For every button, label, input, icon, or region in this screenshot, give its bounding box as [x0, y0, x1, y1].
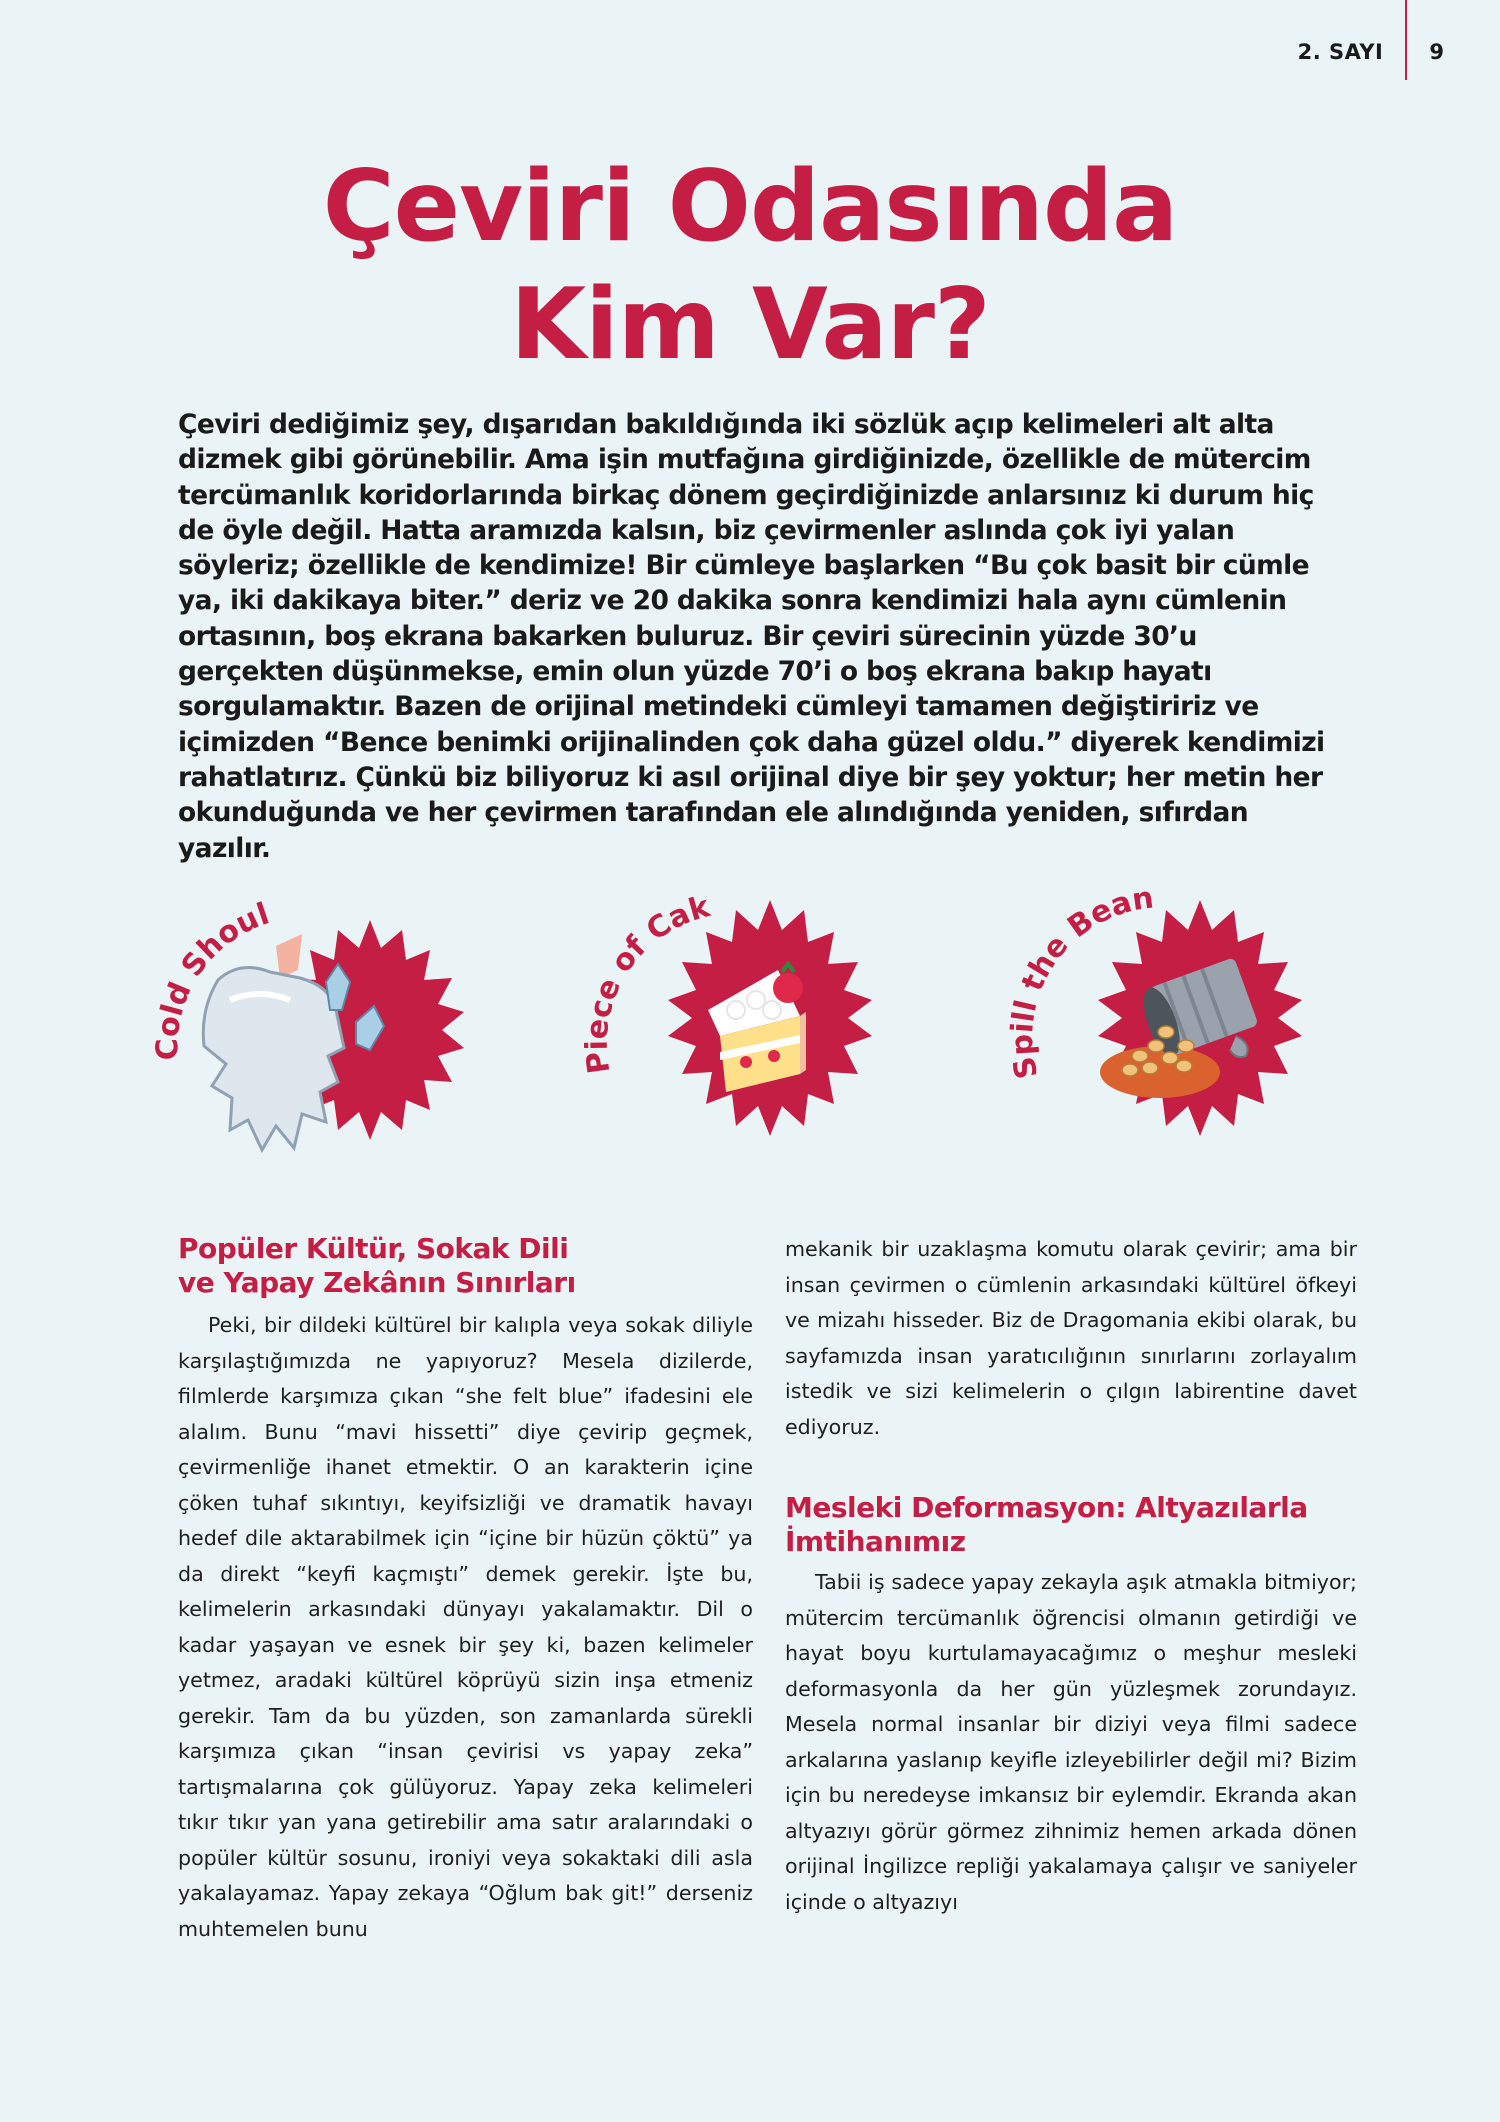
strawberry: [773, 973, 803, 1003]
section-heading-deformation: [785, 1491, 1357, 1559]
section-heading-line-2: ve Yapay Zekânın Sınırları: [178, 1266, 576, 1299]
ice-shoulder-icon: [119, 833, 470, 1200]
skin-patch: [276, 934, 302, 978]
section-body: Peki, bir dildeki kültürel bir kalıpla veya sokak diliyle karşılaştığımızda ne yapıyoruz? Mesela dizilerde, filmlerde karşımıza çıkan “she felt blue” ifadesini ele alalım. Bunu “mavi hissetti” diye çevirip geçmek, çevirmenliğe ihanet etmektir. O an karakterin içine çöken tuhaf sıkıntıyı, keyifsizliği ve dramatik havayı hedef dile aktarabilmek için “içine bir hüzün çöktü” ya da direkt “keyfi kaçmıştı” demek gerekir. İşte bu, kelimelerin arkasındaki dünyayı yakalamaktır. Dil o kadar yaşayan ve esnek bir şey ki, bazen kelimeler yetmez, aradaki kültürel köprüyü sizin inşa etmeniz gerekir. Tam da bu yüzden, son zamanlarda sürekli karşımıza çıkan “insan çevirisi vs yapay zeka” tartışmalarına çok gülüyoruz. Yapay zeka kelimeleri tıkır tıkır yan yana getirebilir ama satır aralarındaki o popüler kültür sosunu, ironiyi veya sokaktaki dili asla yakalayamaz. Yapay zekaya “Oğlum bak git!” derseniz muhtemelen bunu: [178, 1313, 753, 1941]
intro-paragraph: Çeviri dediğimiz şey, dışarıdan bakıldığında iki sözlük açıp kelimeleri alt alta dizmek gibi görünebilir. Ama işin mutfağına girdiğinizde, özellikle de mütercim tercümanlık koridorlarında birkaç dönem geçirdiğinizde anlarsınız ki durum hiç de öyle değil. Hatta aramızda kalsın, biz çevirmenler aslında çok iyi yalan söyleriz; özellikle de kendimize! Bir cümleye başlarken “Bu çok basit bir cümle ya, iki dakikaya biter.” deriz ve 20 dakika sonra kendimizi hala aynı cümlenin ortasının, boş ekrana bakarken buluruz. Bir çeviri sürecinin yüzde 30’u gerçekten düşünmekse, emin olun yüzde 70’i o boş ekrana bakıp hayatı sorgulamaktır. Bazen de orijinal metindeki cümleyi tamamen değiştiririz ve içimizden “Bence benimki orijinalinden çok daha güzel oldu.” diyerek kendimizi rahatlatırız. Çünkü biz biliyoruz ki asıl orijinal diye bir şey yoktur; her metin her okunduğunda ve her çevirmen tarafından ele alındığında yeniden, sıfırdan yazılır.: [178, 409, 1325, 864]
column-right: [785, 1232, 1357, 1920]
section-heading-pop-culture: [178, 1232, 753, 1300]
idiom-piece-of-cake: [549, 833, 900, 1200]
idiom-spill-the-beans: [981, 833, 1330, 1200]
page-header: [1298, 24, 1444, 80]
idiom-illustrations: [0, 833, 1500, 1200]
article-title: [0, 148, 1500, 384]
title-line-2: Kim Var?: [510, 268, 990, 382]
section-heading-line-1: Mesleki Deformasyon: Altyazılarla: [785, 1491, 1308, 1524]
issue-label: 2. SAYI: [1297, 40, 1384, 64]
section-heading-line-1: Popüler Kültür, Sokak Dili: [178, 1232, 569, 1265]
page-number: 9: [1429, 40, 1444, 64]
cake-slice-icon: [549, 833, 900, 1200]
section-body-continuation: mekanik bir uzaklaşma komutu olarak çevirir; ama bir insan çevirmen o cümlenin arkasındaki kültürel öfkeyi ve mizahı hisseder. Biz de Dragomania ekibi olarak, bu sayfamızda insan yaratıcılığının sınırlarını zorlayalım istedik ve sizi kelimelerin o çılgın labirentine davet ediyoruz.: [785, 1237, 1357, 1439]
idiom-label: Piece of Cake: [549, 833, 713, 1076]
column-left: [178, 1232, 753, 1947]
spilled-beans-can-icon: [981, 833, 1330, 1200]
sauce-puddle: [1100, 1046, 1220, 1098]
section-body: Tabii iş sadece yapay zekayla aşık atmakla bitmiyor; mütercim tercümanlık öğrencisi olmanın getirdiği ve hayat boyu kurtulamayacağımız o meşhur mesleki deformasyonla da her gün yüzleşmek zorundayız. Mesela normal insanlar bir diziyi veya filmi sadece arkalarına yaslanıp keyifle izleyebilirler değil mi? Bizim için bu neredeyse imkansız bir eylemdir. Ekranda akan altyazıyı görür görmez zihnimiz hemen arkada dönen orijinal İngilizce repliği yakalamaya çalışır ve saniyeler içinde o altyazıyı: [785, 1570, 1357, 1914]
idiom-label: Cold Shoulder: [119, 833, 274, 1061]
idiom-label: Spill the Beans: [981, 833, 1156, 1082]
section-heading-line-2: İmtihanımız: [785, 1525, 966, 1558]
idiom-cold-shoulder: [119, 833, 470, 1200]
title-line-1: Çeviri Odasında: [322, 150, 1178, 264]
